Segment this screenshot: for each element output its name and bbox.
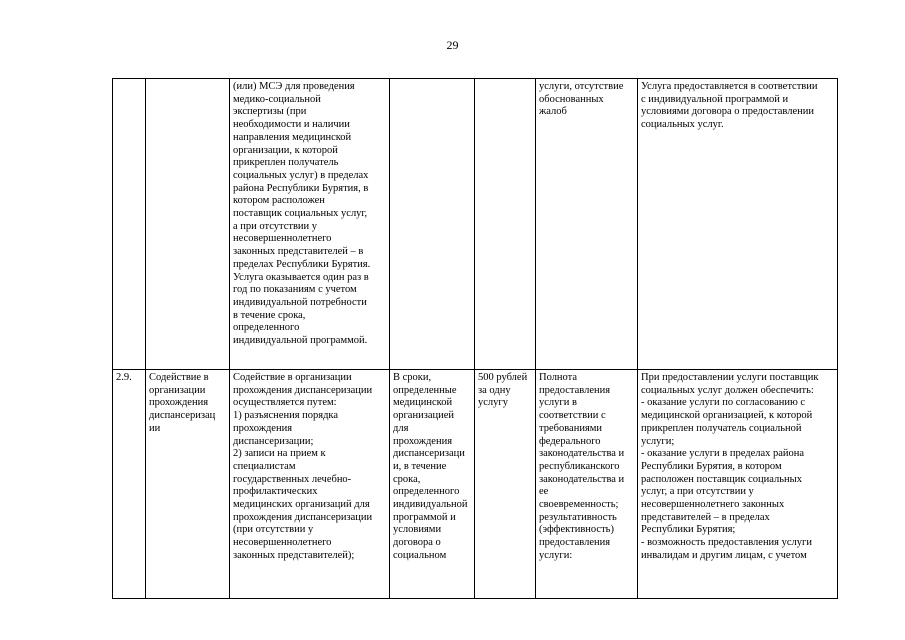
cell-terms [390, 79, 475, 370]
cell-conditions: Услуга предоставляется в соответствии с индивидуальной программой и условиями договора о предоставлении социальных услуг. [638, 79, 838, 370]
cell-service-name [146, 79, 230, 370]
cell-number [113, 79, 146, 370]
page-number: 29 [446, 38, 459, 52]
cell-description: (или) МСЭ для проведения медико-социальной экспертизы (при необходимости и наличии направления медицинской организации, к которой прикреплен получатель социальных услуг) в пределах района Республики Бурятия, в котором расположен поставщик социальных услуг, а при отсутствии у несовершеннолетнего законных представителей – в пределах Республики Бурятия. Услуга оказывается один раз в год по показаниям с учетом индивидуальной потребности в течение срока, определенного индивидуальной программой. [230, 79, 390, 370]
cell-description: Содействие в организации прохождения диспансеризации осуществляется путем: 1) разъяснения порядка прохождения диспансеризации; 2) записи на прием к специалистам государственных лечебно- профилактических медицинских организаций для прохождения диспансеризации (при отсутствии у несовершеннолетнего законных представителей); [230, 370, 390, 599]
cell-tariff [475, 79, 536, 370]
cell-quality: Полнота предоставления услуги в соответствии с требованиями федерального законодательства и республиканского законодательства и ее своевременность; результативность (эффективность) предоставления услуги: [536, 370, 638, 599]
table-row [113, 79, 838, 370]
table-row [113, 370, 838, 599]
cell-number: 2.9. [113, 370, 146, 599]
cell-quality: услуги, отсутствие обоснованных жалоб [536, 79, 638, 370]
cell-terms: В сроки, определенные медицинской организацией для прохождения диспансеризаци и, в течение срока, определенного индивидуальной программой и условиями договора о социальном [390, 370, 475, 599]
cell-tariff: 500 рублей за одну услугу [475, 370, 536, 599]
services-table [112, 78, 838, 599]
cell-service-name: Содействие в организации прохождения диспансеризац ии [146, 370, 230, 599]
cell-conditions: При предоставлении услуги поставщик социальных услуг должен обеспечить: - оказание услуги по согласованию с медицинской организацией, к которой прикреплен получатель социальной услуги; - оказание услуги в пределах района Республики Бурятия, в котором расположен поставщик социальных услуг, а при отсутствии у несовершеннолетнего законных представителей – в пределах Республики Бурятия; - возможность предоставления услуги инвалидам и другим лицам, с учетом [638, 370, 838, 599]
